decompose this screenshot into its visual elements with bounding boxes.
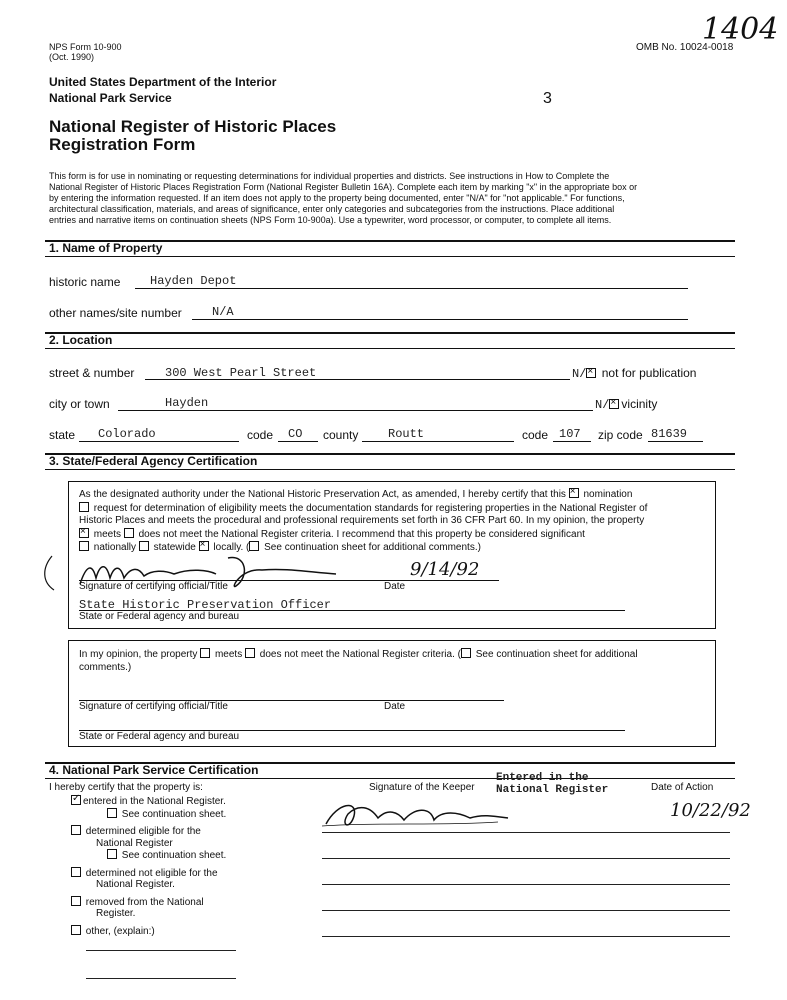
county-line [362,441,514,442]
eligible-continuation-label: See continuation sheet. [121,850,227,861]
eligible-continuation-checkbox[interactable] [107,849,117,859]
stamp-line-1: Entered in the [496,772,589,784]
city-label: city or town [49,397,110,411]
cert-line-2: request for determination of eligibility meets the documentation standards for registering properties in the National Register of [93,502,648,514]
agency-label-1: State or Federal agency and bureau [79,611,240,622]
not-for-publication [572,366,696,381]
entered-continuation-checkbox[interactable] [107,808,117,818]
nationally-label: nationally [93,542,137,553]
statewide-label: statewide [153,542,196,553]
stamp-line-2: National Register [496,784,609,796]
opinion-continuation-label: See continuation sheet for additional [475,649,638,660]
county-code-line [553,441,591,442]
keeper-line-3 [322,884,730,885]
form-number: NPS Form 10-900 [49,42,122,52]
vicinity-na: N/ [595,398,610,412]
page-mark: 3 [543,90,552,107]
form-date: (Oct. 1990) [49,52,95,62]
section-2-bar [45,332,735,349]
other-names-line [192,319,688,320]
certification-text [79,488,709,555]
state-code-line [278,441,318,442]
keeper-signature [318,796,518,836]
removed-label-2: Register. [96,908,136,919]
date-label-1: Date [384,581,406,592]
zip-value[interactable]: 81639 [651,427,688,441]
other-names-label: other names/site number [49,306,182,320]
not-for-publication-label: not for publication [601,366,697,380]
does-not-meet-checkbox[interactable] [124,528,134,538]
state-label: state [49,428,76,442]
city-line [118,410,593,411]
instructions-line-4: architectural classification, materials, and areas of significance, enter only categories and subcategories from the instructions. Place additional [49,204,615,214]
opinion-text [79,648,638,674]
instructions-line-5: entries and narrative items on continuation sheets (NPS Form 10-900a). Use a typewriter, word processor, or computer, to complete all items. [49,215,612,225]
action-date: 10/22/92 [670,800,751,821]
entered-continuation-label: See continuation sheet. [121,808,227,820]
county-label: county [323,428,359,442]
nomination-label: nomination [583,489,633,500]
meets-label: meets [93,528,122,540]
keeper-line-1 [322,832,730,833]
section-2-title: 2. Location [49,333,113,347]
state-code-label: code [247,428,274,442]
opinion-line-1: In my opinion, the property [79,649,198,660]
opinion-continuation-checkbox[interactable] [461,648,471,658]
section-3-title: 3. State/Federal Agency Certification [49,454,258,468]
opinion-not-meet-label: does not meet the National Register criteria. ( [259,649,461,660]
state-value[interactable]: Colorado [98,427,156,441]
keeper-line-5 [322,936,730,937]
zip-label: zip code [598,428,643,442]
vicinity-label: vicinity [621,397,658,411]
signature-label-2: Signature of certifying official/Title [79,701,228,712]
request-checkbox[interactable] [79,502,89,512]
section-1-title: 1. Name of Property [49,241,163,255]
cert-line-1: As the designated authority under the National Historic Preservation Act, as amended, I hereby certify that this [79,489,566,500]
city-value[interactable]: Hayden [165,396,209,410]
cert-line-3: Historic Places and meets the procedural and professional requirements set forth in 36 CFR Part 60. In my opinion, the property [79,515,645,526]
explain-line-1 [86,950,236,951]
signature-label-1: Signature of certifying official/Title [79,581,228,592]
omb-number: OMB No. 10024-0018 [636,42,734,53]
county-value[interactable]: Routt [388,427,425,441]
certification-date: 9/14/92 [410,559,480,580]
vicinity-checkbox[interactable] [609,399,619,409]
zip-line [648,441,703,442]
dept-name: United States Department of the Interior [49,75,277,89]
not-for-publication-na: N/ [572,367,587,381]
handwritten-number: 1404 [702,12,779,47]
keeper-label: Signature of the Keeper [369,782,475,793]
not-eligible-label-2: National Register. [96,879,175,890]
eligible-label: determined eligible for the [85,826,201,837]
eligible-label-2: National Register [96,837,173,849]
state-code-value[interactable]: CO [288,427,303,441]
other-checkbox[interactable] [71,925,81,935]
vicinity [595,397,657,412]
street-value[interactable]: 300 West Pearl Street [165,366,317,380]
form-title-2: Registration Form [49,135,196,154]
historic-name-label: historic name [49,275,121,289]
not-eligible-checkbox[interactable] [71,867,81,877]
not-eligible-label: determined not eligible for the [85,867,218,879]
entered-stamp [496,772,608,796]
opinion-line-2: comments.) [79,661,132,673]
cert-line-4: does not meet the National Register criteria. I recommend that this property be considered significant [138,528,585,540]
nomination-checkbox[interactable] [569,488,579,498]
removed-checkbox[interactable] [71,896,81,906]
street-label: street & number [49,366,135,380]
eligible-checkbox[interactable] [71,825,81,835]
locally-label: locally. ( [213,542,250,553]
opinion-not-meet-checkbox[interactable] [245,648,255,658]
continuation-label: See continuation sheet for additional comments.) [264,542,481,553]
historic-name-line [135,288,688,289]
county-code-label: code [522,428,549,442]
entered-checkbox[interactable] [71,795,81,805]
not-for-publication-checkbox[interactable] [586,368,596,378]
historic-name-value[interactable]: Hayden Depot [150,274,237,288]
section-4-title: 4. National Park Service Certification [49,763,259,777]
opinion-meets-checkbox[interactable] [200,648,210,658]
keeper-line-2 [322,858,730,859]
opinion-meets-label: meets [214,649,243,660]
date-of-action-label: Date of Action [651,782,714,793]
meets-checkbox[interactable] [79,528,89,538]
explain-line-2 [86,978,236,979]
certify-label: I hereby certify that the property is: [49,782,203,793]
keeper-line-4 [322,910,730,911]
removed-label: removed from the National [85,896,204,908]
date-label-2: Date [384,701,406,712]
agency-label-2: State or Federal agency and bureau [79,731,240,742]
status-options [71,795,226,937]
instructions-line-3: by entering the information requested. If an item does not apply to the property being documented, enter "N/A" for "not applicable." For functions, [49,193,625,203]
service-name: National Park Service [49,91,172,105]
other-label: other, (explain:) [85,925,155,937]
entered-label: entered in the National Register. [83,796,226,807]
county-code-value[interactable]: 107 [559,427,581,441]
instructions [49,171,739,226]
agency-value[interactable]: State Historic Preservation Officer [79,598,332,612]
form-title-1: National Register of Historic Places [49,117,337,136]
instructions-line-1: This form is for use in nominating or requesting determinations for individual properties and districts. See instructions in How to Complete the [49,171,610,181]
other-names-value[interactable]: N/A [212,305,234,319]
instructions-line-2: National Register of Historic Places Registration Form (National Register Bulletin 16A). Complete each item by marking "x" in the appropriate box or [49,182,638,192]
state-line [79,441,239,442]
